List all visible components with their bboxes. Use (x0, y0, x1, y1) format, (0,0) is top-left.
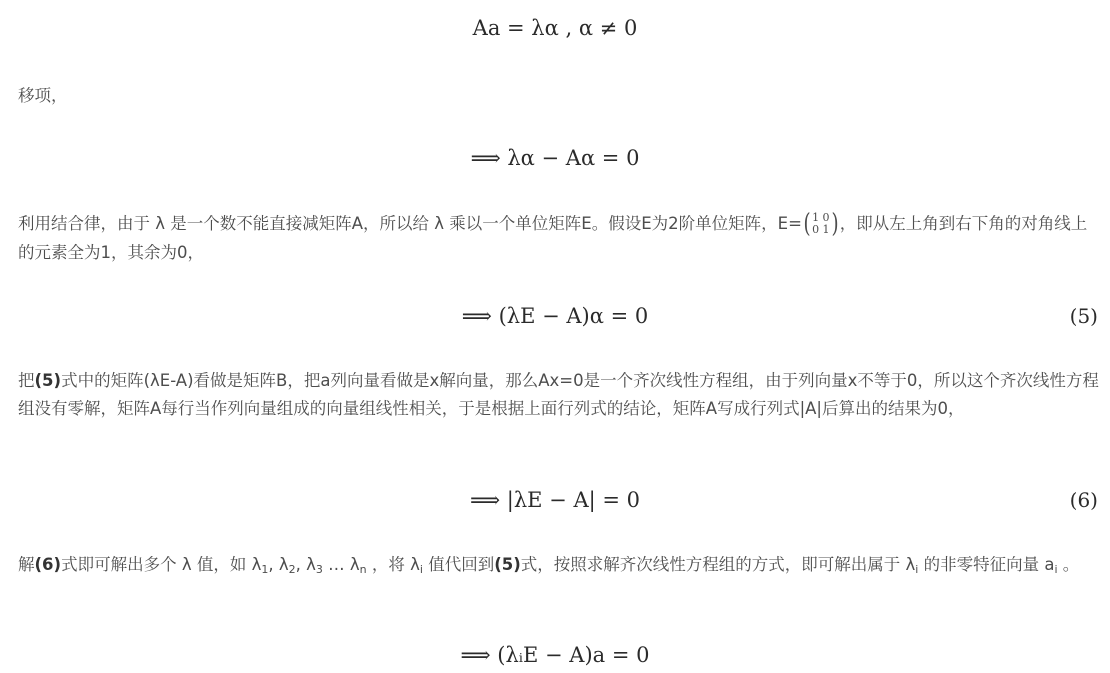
equation-5 (0, 300, 1110, 332)
subscript: i (1054, 563, 1058, 576)
subscript: 2 (288, 563, 296, 576)
subscript: i (419, 563, 423, 576)
equation-eigen-definition (0, 12, 1110, 44)
equation-6 (0, 484, 1110, 516)
subscript: 3 (315, 563, 323, 576)
text: 的非零特征向量 a (918, 555, 1055, 574)
formula: ⟹ (λᵢE − A)a = 0 (460, 643, 650, 667)
text: … λ (322, 555, 360, 574)
formula: ⟹ (λE − A)α = 0 (461, 304, 649, 328)
equation-number: (5) (1069, 304, 1098, 328)
matrix-rows (812, 212, 830, 236)
text: , λ (295, 555, 316, 574)
text: 值代回到 (422, 555, 495, 574)
identity-matrix (802, 210, 840, 238)
equation-ref: (5) (494, 555, 521, 574)
text: 。 (1057, 555, 1080, 574)
subscript: 1 (261, 563, 269, 576)
right-paren: ) (831, 209, 839, 239)
paragraph-solve-eigenvalues (18, 551, 1100, 579)
equation-eigenvector (0, 639, 1110, 671)
equation-ref: (6) (34, 555, 62, 574)
text: 利用结合律，由于 λ 是一个数不能直接减矩阵A，所以给 λ 乘以一个单位矩阵E。假设E为2阶单位矩阵，E= (18, 214, 802, 233)
text: 式，按照求解齐次线性方程组的方式，即可解出属于 λ (520, 555, 916, 574)
equation-number: (6) (1069, 488, 1098, 512)
equation-rearranged (0, 142, 1110, 174)
text: ，将 λ (366, 555, 420, 574)
left-paren: ( (803, 209, 811, 239)
paragraph-move-terms: 移项， (18, 86, 68, 105)
text: 把 (18, 371, 35, 390)
matrix-row: 1 0 (812, 211, 830, 224)
text: ，即从左上角到右下角的对角线上的元素全为1，其余为0， (18, 214, 1088, 262)
subscript: n (359, 563, 367, 576)
text: 式即可解出多个 λ 值，如 λ (61, 555, 262, 574)
text: , λ (268, 555, 289, 574)
paragraph-linear-system (18, 367, 1100, 423)
matrix-row: 0 1 (812, 223, 830, 236)
formula: ⟹ |λE − A| = 0 (470, 488, 640, 512)
formula: ⟹ λα − Aα = 0 (470, 146, 640, 170)
equation-ref: (5) (34, 371, 62, 390)
formula: Aa = λα , α ≠ 0 (472, 16, 638, 40)
subscript: i (915, 563, 919, 576)
text: 解 (18, 555, 35, 574)
paragraph-associative-law (18, 210, 1100, 267)
text: 式中的矩阵(λE-A)看做是矩阵B，把a列向量看做是x解向量，那么Ax=0是一个齐次线性方程组，由于列向量x不等于0，所以这个齐次线性方程组没有零解，矩阵A每行当作列向量组成的向量组线性相关，于是根据上面行列式的结论，矩阵A写成行列式|A|后算出的结果为0， (18, 371, 1099, 418)
